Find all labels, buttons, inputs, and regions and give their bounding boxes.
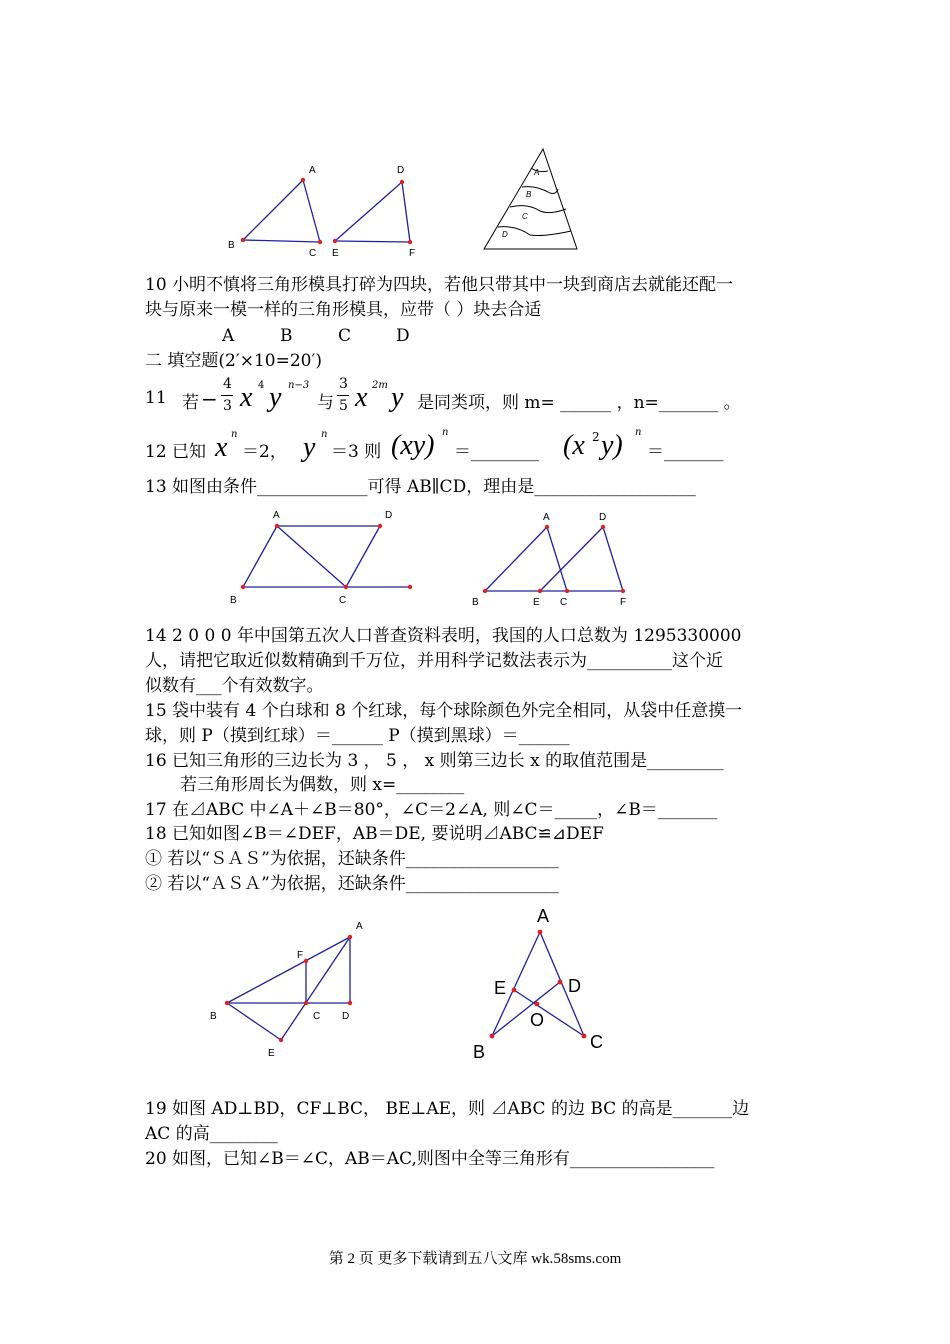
label-A: A <box>356 921 363 932</box>
label-F: F <box>297 950 304 961</box>
label-C: C <box>590 1032 603 1052</box>
label-A: A <box>273 510 280 521</box>
q12-exp-n2: n <box>321 429 328 440</box>
q11-mid: 与 <box>317 393 334 413</box>
figure-q13-overlapping-triangles <box>465 505 640 610</box>
figure-q10-triangles <box>225 158 425 258</box>
label-A: A <box>543 512 550 523</box>
q12-eq2: ＝2， <box>242 442 287 462</box>
q11-exp-y1: n−3 <box>288 380 310 391</box>
piece-C: C <box>522 212 528 221</box>
q12-x2y-open: (x <box>563 430 585 461</box>
q14-line2: 人，请把它取近似数精确到千万位，并用科学记数法表示为__________这个近 <box>145 651 723 671</box>
option-a: A <box>222 326 235 346</box>
label-D: D <box>342 1011 350 1022</box>
q12-exp-n4: n <box>635 427 642 438</box>
q11-y1: y <box>269 382 282 413</box>
q15-line2: 球，则 P（摸到红球）＝______ P（摸到黑球）＝______ <box>145 726 570 746</box>
label-D: D <box>397 165 405 176</box>
label-F: F <box>620 597 627 608</box>
label-D: D <box>599 512 607 523</box>
label-D: D <box>385 510 393 521</box>
option-c: C <box>338 326 352 346</box>
option-d: D <box>396 326 410 346</box>
q13-text: 13 如图由条件_____________可得 AB∥CD，理由是___________________ <box>145 477 696 497</box>
figure-q13-parallelogram <box>225 505 425 605</box>
q16-line1: 16 已知三角形的三边长为 3 ， 5 ， x 则第三边长 x 的取值范围是_________ <box>145 751 724 771</box>
q11-tail: 是同类项，则 m= ______ ，n=_______ 。 <box>417 393 741 413</box>
q10-line1: 10 小明不慎将三角形模具打碎为四块，若他只带其中一块到商店去就能还配一 <box>145 275 734 295</box>
label-B: B <box>210 1011 217 1022</box>
label-B: B <box>230 595 237 605</box>
label-E: E <box>494 978 507 998</box>
q12-x: x <box>215 432 228 463</box>
q18-line3: ② 若以“ＡＳＡ”为依据，还缺条件__________________ <box>145 874 559 894</box>
q12-exp-n1: n <box>231 429 238 440</box>
q11-number: 11 <box>145 388 167 408</box>
q12 <box>145 426 845 472</box>
label-E: E <box>332 248 339 258</box>
q11-frac2-den: 5 <box>339 398 348 414</box>
q16-line2: 若三角形周长为偶数，则 x=________ <box>180 775 465 795</box>
figure-q20 <box>460 900 630 1065</box>
label-C: C <box>560 597 568 608</box>
q11-frac2-num: 3 <box>339 376 348 392</box>
q18-line2: ① 若以“ＳＡＳ”为依据，还缺条件__________________ <box>145 849 559 869</box>
figure-q10-broken-triangle <box>478 145 583 255</box>
label-D: D <box>568 976 581 996</box>
q18-line1: 18 已知如图∠B＝∠DEF，AB＝DE, 要说明⊿ABC≌⊿DEF <box>145 824 604 844</box>
q11-y2: y <box>391 382 404 413</box>
q15-line1: 15 袋中装有 4 个白球和 8 个红球，每个球除颜色外完全相同，从袋中任意摸一 <box>145 701 743 721</box>
piece-D: D <box>502 230 508 239</box>
q11-prefix: 若 <box>182 393 199 413</box>
q11-x2: x <box>355 382 368 413</box>
q12-exp-n3: n <box>442 427 449 438</box>
label-O: O <box>530 1010 545 1030</box>
figure-q19 <box>205 915 375 1065</box>
label-E: E <box>268 1048 275 1059</box>
q12-blank2: ＝_______ <box>647 442 724 462</box>
q11-frac1-bar <box>221 395 233 396</box>
q10-line2: 块与原来一模一样的三角形模具，应带（ ）块去合适 <box>145 300 542 320</box>
q11-frac2-bar <box>337 395 349 396</box>
q12-xy: (xy) <box>391 430 435 461</box>
q12-exp-2: 2 <box>592 430 600 444</box>
q12-y: y <box>303 432 316 463</box>
label-B: B <box>473 1042 486 1062</box>
label-E: E <box>533 597 540 608</box>
q17: 17 在⊿ABC 中∠A＋∠B＝80°，∠C＝2∠A, 则∠C＝_____，∠B＝_______ <box>145 800 718 820</box>
label-C: C <box>339 595 347 605</box>
q19-line1: 19 如图 AD⊥BD，CF⊥BC， BE⊥AE，则 ⊿ABC 的边 BC 的高是_______边 <box>145 1099 750 1119</box>
label-C: C <box>309 248 317 258</box>
label-B: B <box>472 597 479 608</box>
piece-B: B <box>526 190 532 199</box>
q12-x2y-close: y) <box>601 430 623 461</box>
q11-frac1-num: 4 <box>223 376 232 392</box>
label-C: C <box>313 1011 321 1022</box>
option-b: B <box>280 326 293 346</box>
q14-line3: 似数有___个有效数字。 <box>145 676 324 696</box>
q11-x1: x <box>240 382 253 413</box>
piece-A: A <box>534 168 540 177</box>
page-footer: 第 2 页 更多下载请到五八文库 wk.58sms.com <box>328 1251 622 1267</box>
label-F: F <box>409 248 416 258</box>
section-2-title: 二 填空题(2′×10=20′) <box>145 351 322 371</box>
q11-minus: − <box>201 387 218 411</box>
label-A: A <box>309 165 316 176</box>
q20: 20 如图，已知∠B＝∠C，AB＝AC,则图中全等三角形有_________________ <box>145 1149 715 1169</box>
q12-prefix: 12 已知 <box>145 442 207 462</box>
label-A: A <box>537 906 550 926</box>
q11 <box>145 376 845 422</box>
q14-line1: 14 2 0 0 0 年中国第五次人口普查资料表明，我国的人口总数为 1295330000 <box>145 626 742 646</box>
label-B: B <box>228 240 235 251</box>
q11-exp-x2: 2m <box>372 380 388 391</box>
q11-exp-x1: 4 <box>258 380 265 391</box>
q11-frac1-den: 3 <box>223 398 232 414</box>
q12-blank1: ＝________ <box>454 442 539 462</box>
q12-eq3: ＝3 则 <box>331 442 382 462</box>
q19-line2: AC 的高________ <box>145 1124 278 1144</box>
